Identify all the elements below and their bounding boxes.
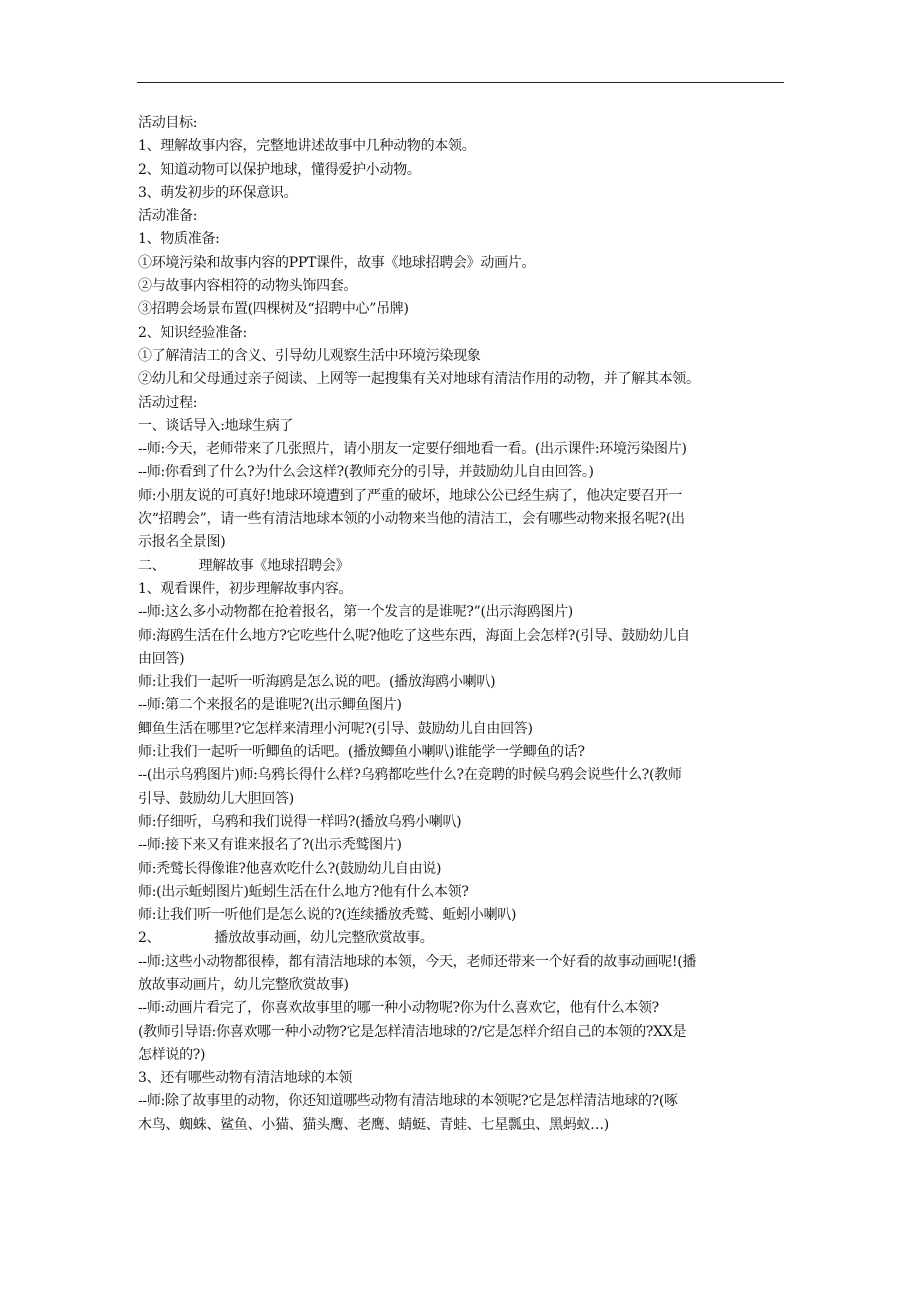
text-line: 1、物质准备: bbox=[138, 231, 220, 248]
text-line: 引导、鼓励幼儿大胆回答) bbox=[138, 790, 294, 807]
text-line: 2、 播放故事动画，幼儿完整欣赏故事。 bbox=[138, 930, 434, 947]
text-line: --师:除了故事里的动物，你还知道哪些动物有清洁地球的本领呢?它是怎样清洁地球的?(啄 bbox=[138, 1093, 678, 1110]
text-line: 师:让我们一起听一听海鸥是怎么说的吧。(播放海鸥小喇叭) bbox=[138, 674, 496, 691]
text-line: ②幼儿和父母通过亲子阅读、上网等一起搜集有关对地球有清洁作用的动物，并了解其本领。 bbox=[138, 371, 700, 388]
text-line: 由回答) bbox=[138, 650, 185, 667]
text-line: 师:小朋友说的可真好!地球环境遭到了严重的破坏，地球公公已经生病了，他决定要召开一 bbox=[138, 487, 683, 504]
text-line: 活动过程: bbox=[138, 394, 198, 411]
text-line: 1、理解故事内容，完整地讲述故事中几种动物的本领。 bbox=[138, 138, 476, 155]
text-line: 2、知道动物可以保护地球，懂得爱护小动物。 bbox=[138, 161, 421, 178]
text-line: 活动准备: bbox=[138, 208, 198, 225]
text-line: 放故事动画片，幼儿完整欣赏故事) bbox=[138, 976, 349, 993]
text-line: 木鸟、蜘蛛、鲨鱼、小猫、猫头鹰、老鹰、蜻蜓、青蛙、七星瓢虫、黑蚂蚁…) bbox=[138, 1116, 609, 1133]
text-line: 师:让我们一起听一听鲫鱼的话吧。(播放鲫鱼小喇叭)谁能学一学鲫鱼的话? bbox=[138, 744, 585, 761]
text-line: 1、观看课件，初步理解故事内容。 bbox=[138, 580, 353, 597]
text-line: 怎样说的?) bbox=[138, 1046, 206, 1063]
text-line: 师:(出示蚯蚓图片)蚯蚓生活在什么地方?他有什么本领? bbox=[138, 883, 469, 900]
text-line: --(出示乌鸦图片)师:乌鸦长得什么样?乌鸦都吃些什么?在竞聘的时候乌鸦会说些什么?(教师 bbox=[138, 767, 682, 784]
text-line: ①了解清洁工的含义、引导幼儿观察生活中环境污染现象 bbox=[138, 347, 481, 364]
text-line: 活动目标: bbox=[138, 115, 198, 131]
text-line: ②与故事内容相符的动物头饰四套。 bbox=[138, 278, 358, 295]
text-line: --师:今天，老师带来了几张照片，请小朋友一定要仔细地看一看。(出示课件:环境污染图片) bbox=[138, 441, 687, 458]
text-line: --师:动画片看完了，你喜欢故事里的哪一种小动物呢?你为什么喜欢它，他有什么本领? bbox=[138, 1000, 659, 1017]
text-line: --师:这些小动物都很棒，都有清洁地球的本领，今天，老师还带来一个好看的故事动画呢!(播 bbox=[138, 953, 697, 970]
document-body bbox=[138, 112, 788, 1137]
text-line: 师:仔细听，乌鸦和我们说得一样吗?(播放乌鸦小喇叭) bbox=[138, 813, 462, 830]
text-line: --师:第二个来报名的是谁呢?(出示鲫鱼图片) bbox=[138, 697, 402, 714]
text-line: 3、还有哪些动物有清洁地球的本领 bbox=[138, 1070, 353, 1087]
header-rule bbox=[137, 82, 784, 83]
text-line: 3、萌发初步的环保意识。 bbox=[138, 184, 298, 201]
text-line: --师:这么多小动物都在抢着报名，第一个发言的是谁呢?”(出示海鸥图片) bbox=[138, 604, 573, 621]
text-line: 示报名全景图) bbox=[138, 534, 226, 551]
text-line: 2、知识经验准备: bbox=[138, 324, 247, 341]
text-line: ③招聘会场景布置(四棵树及“招聘中心”吊牌) bbox=[138, 301, 409, 318]
text-line: (教师引导语:你喜欢哪一种小动物?它是怎样清洁地球的?/它是怎样介绍自己的本领的?XX是 bbox=[138, 1023, 687, 1040]
text-line: 鲫鱼生活在哪里?它怎样来清理小河呢?(引导、鼓励幼儿自由回答) bbox=[138, 720, 533, 737]
text-line: --师:你看到了什么?为什么会这样?(教师充分的引导，并鼓励幼儿自由回答。) bbox=[138, 464, 594, 481]
text-line: 一、谈话导入:地球生病了 bbox=[138, 417, 294, 434]
text-line: 次“招聘会”，请一些有清洁地球本领的小动物来当他的清洁工，会有哪些动物来报名呢?(出 bbox=[138, 511, 685, 528]
text-line: --师:接下来又有谁来报名了?(出示秃鹫图片) bbox=[138, 837, 402, 854]
text-line: ①环境污染和故事内容的PPT课件，故事《地球招聘会》动画片。 bbox=[138, 254, 536, 271]
text-line: 师:秃鹫长得像谁?他喜欢吃什么?(鼓励幼儿自由说) bbox=[138, 860, 442, 877]
section-heading: 二、 理解故事《地球招聘会》 bbox=[138, 557, 350, 574]
text-line: 师:海鸥生活在什么地方?它吃些什么呢?他吃了这些东西，海面上会怎样?(引导、鼓励幼儿自 bbox=[138, 627, 690, 644]
text-line: 师:让我们听一听他们是怎么说的?(连续播放秃鹫、蚯蚓小喇叭) bbox=[138, 907, 517, 924]
